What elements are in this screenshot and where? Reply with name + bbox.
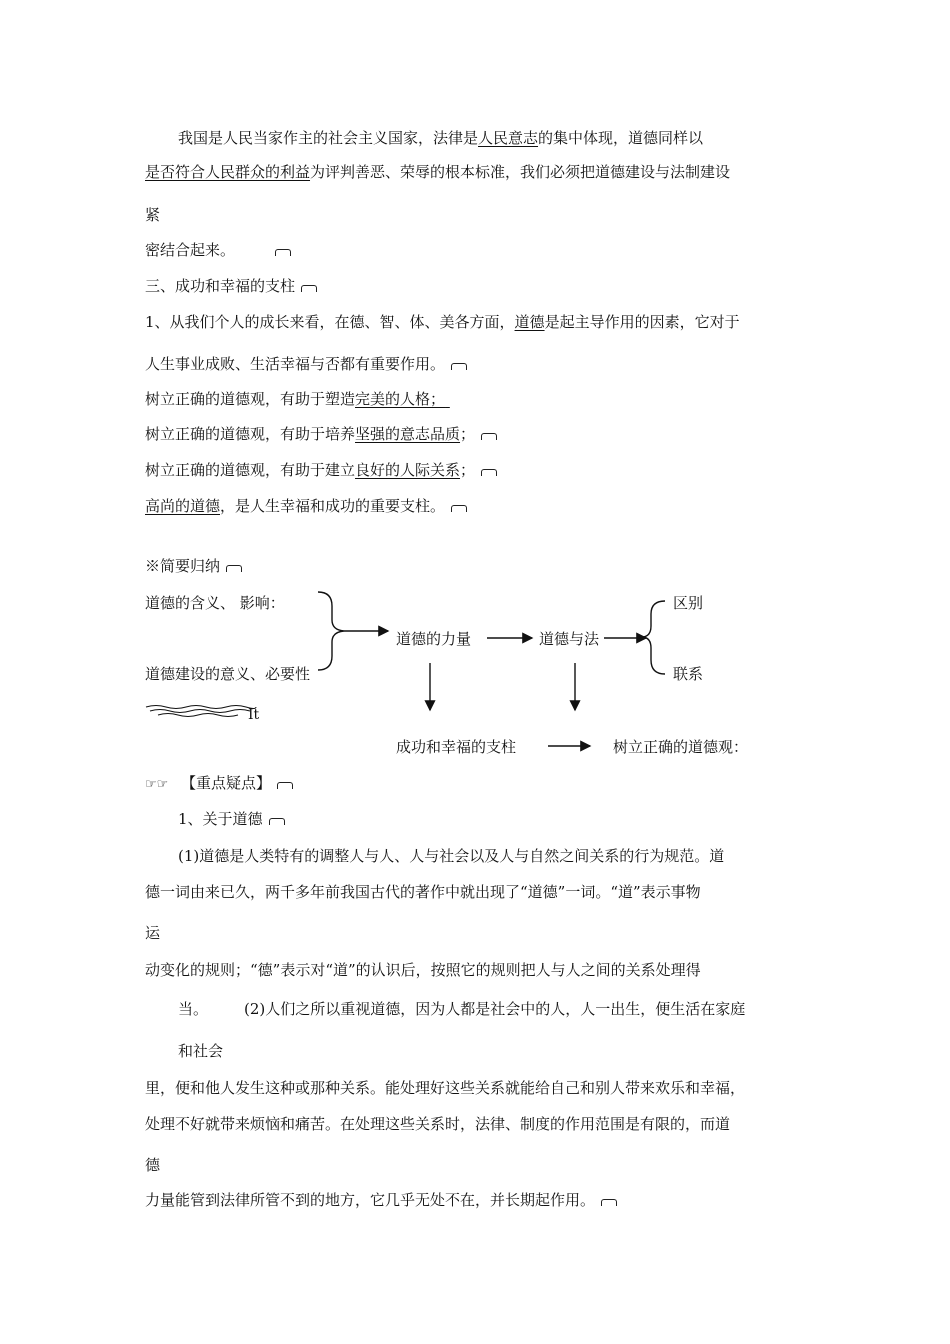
underlined-text: 完美的人格； [355,390,446,408]
text: ； [460,461,476,479]
diagram-mark: It [248,707,260,723]
diagram-node-pillar: 成功和幸福的支柱 [396,738,517,756]
text: 树立正确的道德观，有助于建立 [145,461,356,479]
heading-text: ※简要归纳 [145,557,221,575]
text: 为评判善恶、荣辱的根本标准，我们必须把道德建设与法制建设 [310,163,731,181]
wave-line-icon [146,706,256,709]
wave-line-icon [158,714,238,717]
text: 力量能管到法律所管不到的地方，它几乎无处不在，并长期起作用。 [145,1191,596,1209]
paragraph-mark-icon [601,1199,617,1206]
text: 密结合起来。 [145,241,236,259]
text: 1、关于道德 [178,810,263,828]
text: 1、从我们个人的成长来看，在德、智、体、美各方面， [145,313,515,331]
text: (2)人们之所以重视道德，因为人都是社会中的人，人一出生，便生活在家庭 [244,1000,746,1018]
para-line: 动变化的规则；“德”表示对“道”的认识后，按照它的规则把人与人之间的关系处理得 [145,961,701,979]
text: 当。 [178,1000,209,1018]
para-line: 德 [145,1156,161,1174]
text: 人生事业成败、生活幸福与否都有重要作用。 [145,355,446,373]
underlined-text: 良好的人际关系 [355,461,461,479]
diagram-node-difference: 区别 [673,594,704,612]
text: 树立正确的道德观，有助于培养 [145,425,356,443]
underlined-text: 人民意志 [478,129,539,147]
text: ； [460,425,476,443]
para-line: 和社会 [178,1042,224,1060]
diagram-node-meaning: 道德的含义、 影响： [145,594,285,612]
heading-text: 【重点疑点】 [181,774,272,792]
text: 的集中体现，道德同样以 [538,129,704,147]
underlined-text: 坚强的意志品质 [355,425,461,443]
para-line: 紧 [145,206,161,224]
underlined-text: 是否符合人民群众的利益 [145,163,311,181]
keypoints-heading [145,773,293,795]
para-line [178,809,285,829]
para-line: 德一词由来已久，两千多年前我国古代的著作中就出现了“道德”一词。“道”表示事物 [145,883,701,901]
para-line: 处理不好就带来烦恼和痛苦。在处理这些关系时，法律、制度的作用范围是有限的，而道 [145,1115,731,1133]
left-brace-icon [643,601,665,674]
text: 是起主导作用的因素，它对于 [544,313,740,331]
underlined-text: 道德 [514,313,545,331]
diagram-node-morality-law: 道德与法 [539,630,600,648]
underlined-text: 高尚的道德 [145,497,221,515]
para-line [178,999,745,1019]
heading-text: 三、成功和幸福的支柱 [145,277,296,295]
wave-line-icon [150,710,250,713]
para-line: (1)道德是人类特有的调整人与人、人与社会以及人与自然之间关系的行为规范。道 [178,847,725,865]
para-line: 里，便和他人发生这种或那种关系。能处理好这些关系就能给自己和别人带来欢乐和幸福， [145,1079,746,1097]
diagram-node-power: 道德的力量 [396,630,472,648]
diagram-node-moral-view: 树立正确的道德观： [613,738,749,756]
right-brace-icon [318,592,344,670]
diagram-node-relation: 联系 [673,665,704,683]
para-line [145,1190,617,1210]
hand-pointer-icon: ☞☞ [145,777,169,792]
diagram-node-significance: 道德建设的意义、必要性 [145,665,311,683]
text: 我国是人民当家作主的社会主义国家，法律是 [178,129,479,147]
text: 树立正确的道德观，有助于塑造 [145,390,356,408]
paragraph-mark-icon [269,818,285,825]
text: ，是人生幸福和成功的重要支柱。 [220,497,446,515]
paragraph-mark-icon [277,782,293,789]
para-line: 运 [145,924,161,942]
